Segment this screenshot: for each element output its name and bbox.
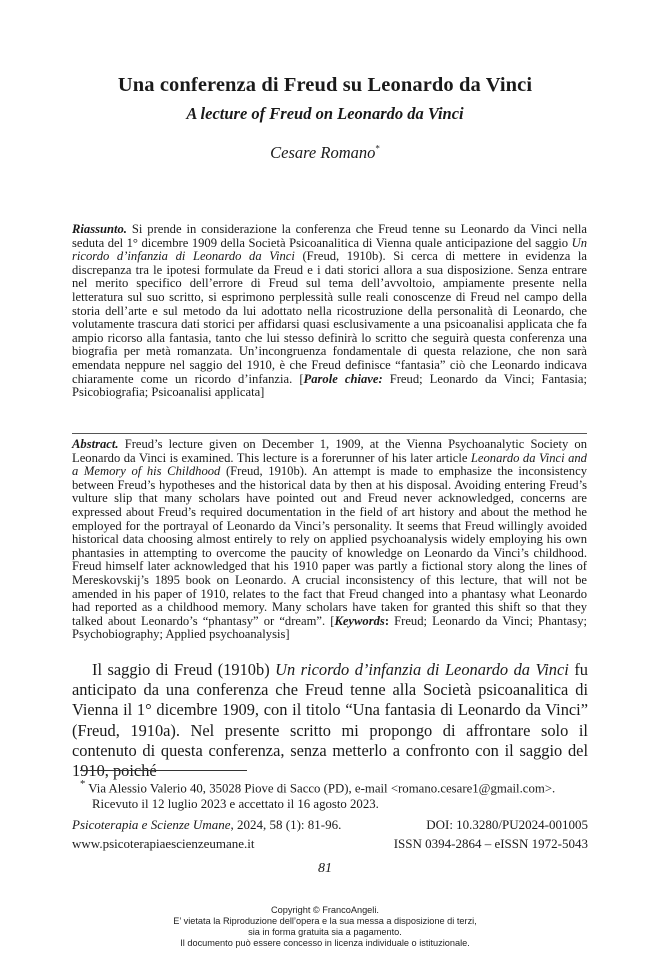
- abstract-text-1: Freud’s lecture given on December 1, 1909, at the Vienna Psychoanalytic Society on Leonardo da Vinci is examined. This lecture is a forerunner of his later article: [72, 437, 587, 465]
- footnote-received-dates: Ricevuto il 12 luglio 2023 e accettato il 16 agosto 2023.: [92, 797, 379, 812]
- body-cited-title: Un ricordo d’infanzia di Leonardo da Vinci: [275, 660, 569, 679]
- copyright-line-3: sia in forma gratuita sia a pagamento.: [248, 927, 402, 937]
- riassunto-text-1: Si prende in considerazione la conferenza che Freud tenne su Leonardo da Vinci nella seduta del 1° dicembre 1909 della Società Psicoanalitica di Vienna quale anticipazione del saggio: [72, 222, 587, 250]
- journal-website: www.psicoterapiaescienzeumane.it: [72, 836, 255, 851]
- riassunto-label: Riassunto.: [72, 222, 127, 236]
- author-name: Cesare Romano: [270, 143, 376, 162]
- footnote-address: Via Alessio Valerio 40, 35028 Piove di Sacco (PD), e-mail <romano.cesare1@gmail.com>.: [85, 781, 556, 796]
- abstract-block: [72, 438, 587, 642]
- article-title: Una conferenza di Freud su Leonardo da Vinci: [117, 74, 533, 96]
- riassunto-keywords-label: Parole chiave:: [303, 371, 383, 386]
- author-line: [60, 143, 590, 163]
- journal-issn: ISSN 0394-2864 – eISSN 1972-5043: [393, 836, 588, 851]
- copyright-line-4: Il documento può essere concesso in licenza individuale o istituzionale.: [180, 938, 470, 948]
- abstract-keywords-label: Keywords: [334, 613, 385, 628]
- journal-volume: , 2024, 58 (1): 81-96.: [230, 817, 342, 832]
- abstract-keywords-colon: :: [384, 613, 390, 628]
- journal-doi: DOI: 10.3280/PU2024-001005: [426, 817, 588, 832]
- journal-name: Psicoterapia e Scienze Umane: [72, 817, 231, 832]
- body-text-2: fu anticipato da una conferenza che Freud tenne alla Società psicoanalitica di Vienna il 1° dicembre 1909, con il titolo “Una fantasia di Leonardo da Vinci” (Freud, 1910a). Nel presente scritto mi propongo di affrontare solo il contenuto di questa conferenza, senza metterlo a confronto con il saggio del 1910, poiché: [72, 660, 588, 781]
- footnote-mark: *: [80, 779, 86, 790]
- body-text-1: Il saggio di Freud (1910b): [92, 660, 276, 679]
- riassunto-cited-title: Un ricordo d’infanzia di Leonardo da Vinci: [72, 235, 587, 264]
- abstract-divider: [72, 433, 587, 434]
- abstract-label: Abstract.: [72, 437, 119, 451]
- author-footnote-mark: *: [375, 143, 380, 154]
- footnote-divider: [80, 770, 247, 771]
- riassunto-keywords: Freud; Leonardo da Vinci; Fantasia; Psicobiografia; Psicoanalisi applicata]: [72, 371, 588, 400]
- abstract-cited-title: Leonardo da Vinci and a Memory of his Childhood: [72, 450, 587, 479]
- journal-citation: [72, 817, 341, 833]
- copyright-line-1: Copyright © FrancoAngeli.: [271, 905, 379, 915]
- abstract-keywords: Freud; Leonardo da Vinci; Phantasy; Psychobiography; Applied psychoanalysis]: [72, 613, 588, 642]
- body-paragraph: [72, 660, 588, 781]
- article-subtitle-english: A lecture of Freud on Leonardo da Vinci: [186, 104, 464, 123]
- copyright-line-2: E’ vietata la Riproduzione dell’opera e la sua messa a disposizione di terzi,: [173, 916, 477, 926]
- abstract-text-2: (Freud, 1910b). An attempt is made to emphasize the inconsistency between Freud’s hypotheses and the historical data by then at his disposal. Avoiding entering Freud’s vulture slip that many scholars have pointed out and Freud never acknowledged, concerns are expressed about Freud’s required documentation in the field of art history and about the method he employed for the portrayal of Leonardo da Vinci’s personality. It seems that Freud willingly avoided historical data choosing almost entirely to rely on applied psychoanalysis widely employing his own phantasies in attempting to overcome the paucity of knowledge on Leonardo da Vinci’s childhood. Freud himself later acknowledged that his 1910 paper was partly a fictional story along the lines of Mereskovskij’s 1895 book on Leonardo. A crucial inconsistency of this lecture, that will not be amended in his paper of 1910, relates to the fact that Freud changed into a phantasy what Leonardo had reported as a childhood memory. Many scholars have taken for granted this shift so that they talked about Leonardo’s “phantasy” or “dream”. [: [72, 464, 587, 628]
- body-text: [72, 660, 588, 781]
- page-number: 81: [318, 861, 332, 876]
- riassunto-text-2: (Freud, 1910b). Si cerca di mettere in evidenza la discrepanza tra le ipotesi formulate da Freud e i dati storici allora a sua disposizione. Senza entrare nel merito specifico dell’errore di Freud sul tema dell’avvoltoio, ampiamente presente nella letteratura sul suo scritto, si esprimono perplessità sulle reali conoscenze di Freud nel campo della storia dell’arte e sul metodo da lui adottato nella ricostruzione della personalità di Leonardo, che volutamente trascura dati storici per affidarsi quasi esclusivamente a una psicoanalisi applicata che fa ampio ricorso alla fantasia, tanto che lui stesso definirà lo scritto che seguirà questa conferenza una biografia per metà romanzata. Un’incongruenza fondamentale di questa relazione, che non sarà emendata neppure nel saggio del 1910, è che Freud definisce “fantasia” ciò che Leonardo indicava chiaramente come un ricordo d’infanzia. [: [72, 249, 587, 386]
- copyright-notice: [0, 905, 650, 949]
- footnote: [80, 777, 590, 812]
- riassunto-block: [72, 223, 587, 400]
